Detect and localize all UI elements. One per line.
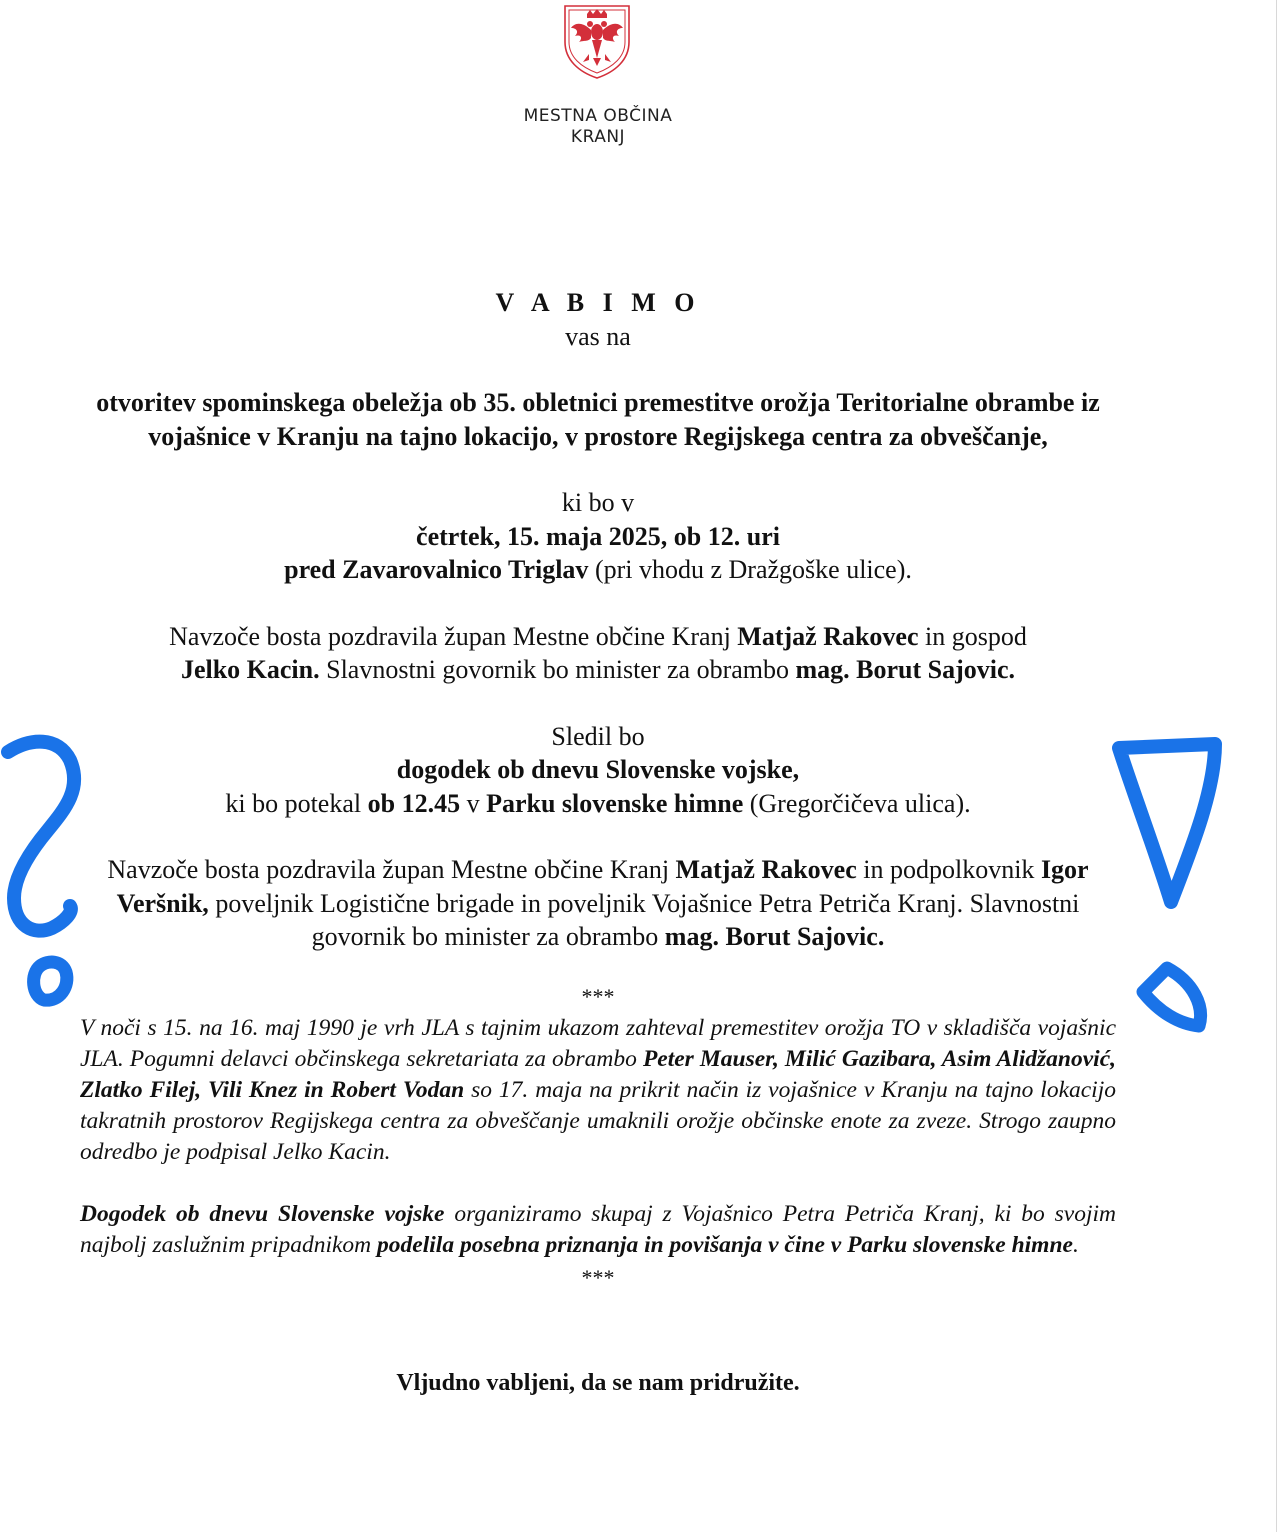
invitation-body: [80, 286, 1116, 1400]
e2-b2: Parku slovenske himne: [486, 788, 744, 818]
event-1-text: otvoritev spominskega obeležja ob 35. obletnici premestitve orožja Teritorialne obrambe iz vojašnice v Kranju na tajno lokacijo, v prostore Regijskega centra za obveščanje,: [96, 388, 1100, 451]
location-rest: (pri vhodu z Dražgoške ulice).: [588, 555, 912, 584]
p1-t1: Navzoče bosta pozdravila župan Mestne občine Kranj: [169, 621, 738, 651]
organized-paragraph: [80, 1199, 1116, 1261]
invitation-subtitle: vas na: [565, 321, 631, 351]
p2-t3: poveljnik Logistične brigade in poveljnik Vojašnice Petra Petriča Kranj. Slavnostni govornik bo minister za obrambo: [208, 888, 1080, 951]
o-t2: .: [1072, 1232, 1079, 1258]
p2-b2: Igor Veršnik,: [116, 855, 1089, 918]
p1-b3: mag. Borut Sajovic.: [795, 655, 1016, 684]
hand-drawn-exclamation-triangle-icon: [1105, 730, 1235, 1040]
e2-t1: ki bo potekal: [225, 788, 368, 818]
ki-bo-v: ki bo v: [561, 488, 635, 517]
separator-top: ***: [581, 983, 615, 1009]
municipality-name: [440, 106, 756, 148]
p2-t2: in podpolkovnik: [856, 855, 1041, 884]
p1-t3: Slavnostni govornik bo minister za obrambo: [319, 655, 796, 684]
event-1-date: [80, 520, 1116, 554]
p2-b3: mag. Borut Sajovic.: [664, 922, 885, 951]
invitation-title: V A B I M O: [495, 288, 701, 317]
event-2-title-text: dogodek ob dnevu Slovenske vojske,: [396, 755, 800, 784]
event-1-location: [80, 553, 1116, 587]
closing-line: Vljudno vabljeni, da se nam pridružite.: [396, 1369, 800, 1396]
event-2-speakers: [80, 853, 1116, 954]
event-1-speakers: [80, 620, 1116, 687]
o-b1: Dogodek ob dnevu Slovenske vojske: [80, 1201, 445, 1227]
event-2-title: [80, 753, 1116, 787]
history-paragraph: [80, 1013, 1116, 1168]
event-1-title: [80, 386, 1116, 453]
h-t1: V noči s 15. na 16. maj 1990 je vrh JLA s tajnim ukazom zahteval premestitev orožja TO v skladišča vojašnic JLA. Pogumni delavci občinskega sekretariata za obrambo: [80, 1015, 1116, 1072]
hand-drawn-question-mark-icon: [0, 730, 95, 1020]
p1-b1: Matjaž Rakovec: [737, 621, 919, 651]
p2-t1: Navzoče bosta pozdravila župan Mestne občine Kranj: [107, 855, 676, 884]
location-bold: pred Zavarovalnico Triglav: [284, 555, 589, 584]
o-b2: podelila posebna priznanja in povišanja v čine v Parku slovenske himne: [377, 1232, 1073, 1258]
e2-b1: ob 12.45: [367, 788, 461, 818]
p2-b1: Matjaž Rakovec: [675, 855, 857, 884]
sledil-bo: Sledil bo: [551, 721, 645, 751]
separator-bottom: ***: [581, 1265, 615, 1290]
p1-b2: Jelko Kacin.: [180, 655, 320, 684]
e2-t2: v: [460, 788, 487, 818]
event-2-details: [80, 787, 1116, 821]
event-1-date-text: četrtek, 15. maja 2025, ob 12. uri: [416, 521, 780, 551]
eagle-coat-of-arms-icon: [557, 2, 637, 80]
org-line-2: KRANJ: [570, 127, 626, 147]
o-t1: organiziramo skupaj z Vojašnico Petra Petriča Kranj, ki bo svojim najbolj zaslužnim pripadnikom: [80, 1201, 1116, 1258]
page-edge-rule: [1276, 0, 1277, 1532]
h-b1: Peter Mauser, Milić Gazibara, Asim Alidžanović, Zlatko Filej, Vili Knez in Robert Vodan: [80, 1046, 1116, 1103]
p1-t2: in gospod: [918, 621, 1027, 651]
h-t2: so 17. maja na prikrit način iz vojašnice v Kranju na tajno lokacijo takratnih prostorov Regijskega centra za obveščanje umaknili orožje občinske enote za zveze. Strogo zaupno odredbo je podpisal Jelko Kacin.: [80, 1077, 1116, 1165]
e2-t3: (Gregorčičeva ulica).: [743, 788, 971, 818]
org-line-1: MESTNA OBČINA: [523, 106, 673, 126]
